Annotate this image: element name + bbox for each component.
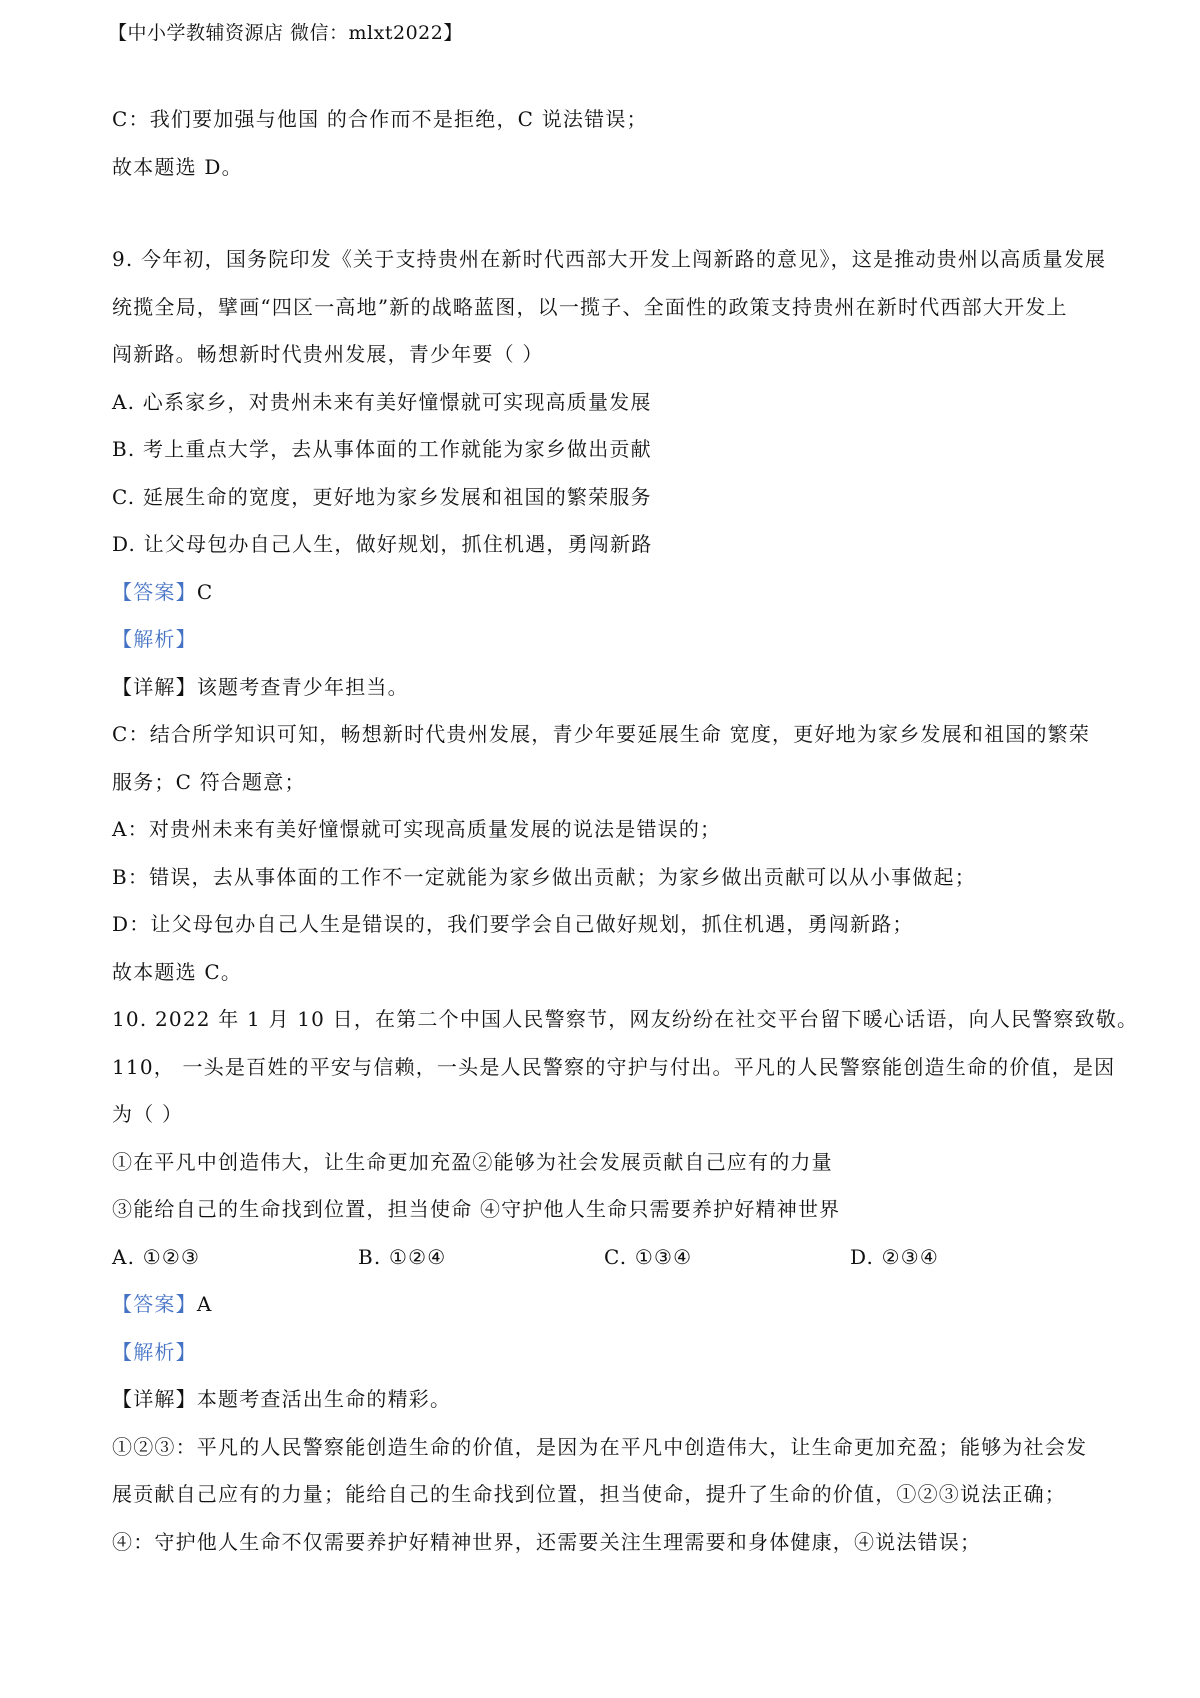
q10-statement-line: ①在平凡中创造伟大，让生命更加充盈②能够为社会发展贡献自己应有的力量 bbox=[112, 1149, 833, 1174]
q10-option-a: A. ①②③ bbox=[112, 1244, 201, 1269]
q9-option-a: A. 心系家乡，对贵州未来有美好憧憬就可实现高质量发展 bbox=[112, 389, 652, 414]
q9-detail-line: B：错误，去从事体面的工作不一定就能为家乡做出贡献；为家乡做出贡献可以从小事做起； bbox=[112, 864, 976, 889]
q10-option-d: D. ②③④ bbox=[850, 1244, 940, 1269]
question-9 bbox=[112, 236, 1107, 996]
q10-detail-line: 展贡献自己应有的力量；能给自己的生命找到位置，担当使命，提升了生命的价值，①②③说法正确； bbox=[112, 1482, 1066, 1506]
q10-detail-line: ④：守护他人生命不仅需要养护好精神世界，还需要关注生理需要和身体健康，④说法错误； bbox=[112, 1529, 982, 1554]
q9-option-d: D. 让父母包办自己人生，做好规划，抓住机遇，勇闯新路 bbox=[112, 532, 653, 556]
q10-stem-line: 为（ ） bbox=[112, 1102, 184, 1126]
q9-stem-line: 统揽全局，擘画“四区一高地”新的战略蓝图，以一揽子、全面性的政策支持贵州在新时代西部大开发上 bbox=[112, 294, 1068, 319]
detail-tag: 【详解】 bbox=[112, 1387, 197, 1411]
q9-detail-line: A：对贵州未来有美好憧憬就可实现高质量发展的说法是错误的； bbox=[112, 817, 722, 841]
watermark-header: 【中小学教辅资源店 微信：mlxt2022】 bbox=[108, 22, 463, 44]
question-10 bbox=[112, 996, 1139, 1566]
answer-tag: 【答案】 bbox=[112, 579, 197, 604]
q10-statement-line: ③能给自己的生命找到位置，担当使命 ④守护他人生命只需要养护好精神世界 bbox=[112, 1197, 841, 1221]
q9-analysis bbox=[112, 616, 1102, 664]
q10-option-b: B. ①②④ bbox=[358, 1244, 447, 1269]
q9-detail-line: 服务；C 符合题意； bbox=[112, 769, 306, 794]
prev-answer-line-c: C：我们要加强与他国 的合作而不是拒绝，C 说法错误； bbox=[112, 107, 648, 131]
prev-conclusion: 故本题选 D。 bbox=[112, 154, 243, 179]
analysis-tag: 【解析】 bbox=[112, 1339, 197, 1364]
detail-tag: 【详解】 bbox=[112, 674, 197, 699]
q9-option-c: C. 延展生命的宽度，更好地为家乡发展和祖国的繁荣服务 bbox=[112, 484, 652, 509]
q9-detail-line: D：让父母包办自己人生是错误的，我们要学会自己做好规划，抓住机遇，勇闯新路； bbox=[112, 912, 914, 936]
q10-options bbox=[112, 1234, 1102, 1282]
q9-detail-line: C：结合所学知识可知，畅想新时代贵州发展，青少年要延展生命 宽度，更好地为家乡发展和祖国的繁荣 bbox=[112, 722, 1091, 746]
answer-value: A bbox=[196, 1292, 213, 1316]
detail-intro-text: 本题考查活出生命的精彩。 bbox=[196, 1387, 452, 1411]
q9-conclusion: 故本题选 C。 bbox=[112, 959, 243, 984]
q9-stem-line: 闯新路。畅想新时代贵州发展，青少年要（ ） bbox=[112, 342, 544, 366]
q10-analysis bbox=[112, 1329, 1102, 1377]
document-body bbox=[112, 96, 1139, 1566]
answer-value: C bbox=[196, 579, 214, 604]
q10-detail-intro bbox=[112, 1376, 1102, 1424]
q10-answer bbox=[112, 1281, 1102, 1329]
analysis-tag: 【解析】 bbox=[112, 627, 197, 651]
q10-stem-line: 10. 2022 年 1 月 10 日，在第二个中国人民警察节，网友纷纷在社交平台留下暖心话语，向人民警察致敬。 bbox=[112, 1007, 1139, 1031]
q10-detail-line: ①②③：平凡的人民警察能创造生命的价值，是因为在平凡中创造伟大，让生命更加充盈；能够为社会发 bbox=[112, 1434, 1088, 1459]
q9-stem-line: 9. 今年初，国务院印发《关于支持贵州在新时代西部大开发上闯新路的意见》，这是推动贵州以高质量发展 bbox=[112, 247, 1107, 271]
q10-option-c: C. ①③④ bbox=[604, 1244, 693, 1269]
q9-detail-intro bbox=[112, 664, 1102, 712]
answer-tag: 【答案】 bbox=[112, 1292, 197, 1316]
detail-intro-text: 该题考查青少年担当。 bbox=[196, 674, 409, 699]
q9-answer bbox=[112, 569, 1102, 617]
q10-stem-line: 110， 一头是百姓的平安与信赖，一头是人民警察的守护与付出。平凡的人民警察能创造生命的价值，是因 bbox=[112, 1054, 1116, 1079]
q9-option-b: B. 考上重点大学，去从事体面的工作就能为家乡做出贡献 bbox=[112, 437, 652, 461]
